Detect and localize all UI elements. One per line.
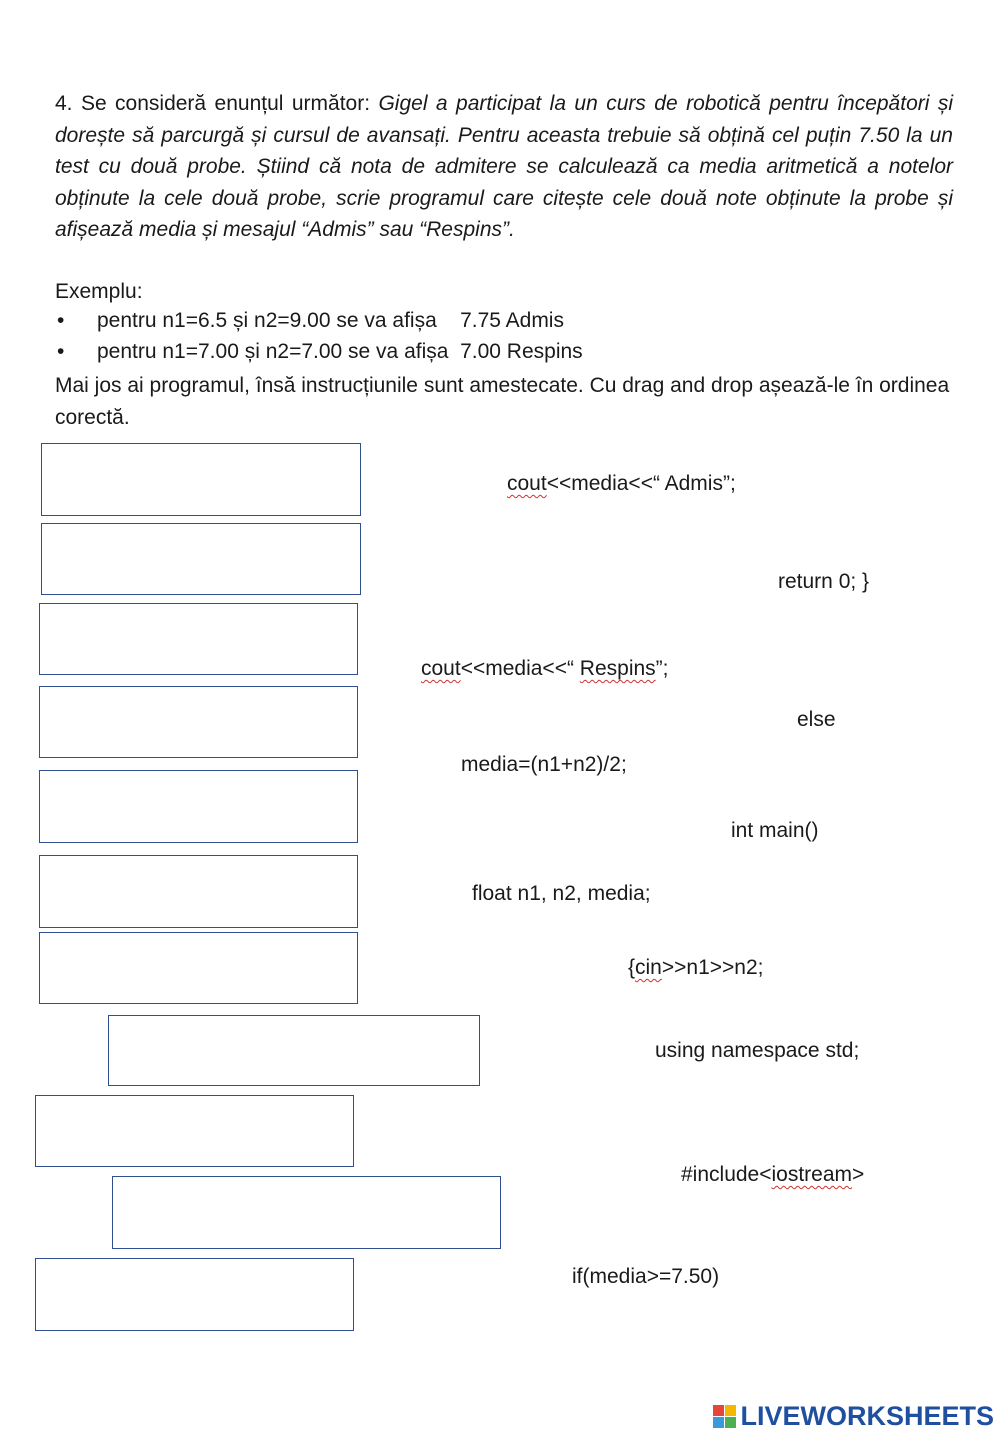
example-list [55,309,583,371]
drop-box-4[interactable] [39,686,358,758]
token-part: cout [507,472,547,495]
token-part: if(media>=7.50) [572,1265,720,1288]
drop-box-2[interactable] [41,523,361,595]
token-part: using namespace std; [655,1039,860,1062]
token-cout-admis[interactable] [507,472,736,496]
drop-box-5[interactable] [39,770,358,843]
bullet-icon: • [57,340,65,363]
problem-statement [55,88,953,246]
example-item [55,340,583,371]
token-return[interactable] [778,570,869,594]
token-part: else [797,708,836,731]
example-text: pentru n1=6.5 și n2=9.00 se va afișa 7.75 Admis [97,309,564,332]
token-part: ”; [655,657,669,680]
statement-intro: 4. Se consideră enunțul următor: [55,92,379,115]
drop-box-10[interactable] [112,1176,501,1249]
token-part: { [628,956,636,979]
statement-story: Gigel a participat la un curs de robotică pentru începători și dorește să parcurgă și cursul de avansați. Pentru aceasta trebuie să obțină cel puțin 7.50 la un test cu două probe. Știind că nota de admitere se calculează ca media aritmetică a notelor obținute la cele două probe, scrie programul care citește cele două note obținute la probe și afișează media și mesajul “Admis” sau “Respins”. [55,92,953,242]
token-int-main[interactable] [731,819,819,843]
token-float-decl[interactable] [472,882,651,906]
token-part: #include< [681,1163,772,1186]
token-part: media=(n1+n2)/2; [461,753,627,776]
bullet-icon: • [57,309,65,332]
liveworksheets-logo [713,1401,994,1432]
token-cout-respins[interactable] [421,657,669,681]
token-part: cout [421,657,461,680]
token-else[interactable] [797,708,836,732]
instruction-text: Mai jos ai programul, însă instrucțiunile sunt amestecate. Cu drag and drop așează-le în ordinea corectă. [55,374,950,429]
token-part: >>n1>>n2; [661,956,764,979]
token-part: float n1, n2, media; [472,882,651,905]
token-part: <<media<<“ [460,657,580,680]
drop-box-1[interactable] [41,443,361,516]
drop-box-7[interactable] [39,932,358,1004]
token-part: int main() [731,819,819,842]
token-if[interactable] [572,1265,719,1289]
drop-box-8[interactable] [108,1015,480,1086]
example-item [55,309,583,340]
drop-box-11[interactable] [35,1258,354,1331]
logo-square [725,1417,736,1428]
token-part: > [852,1163,865,1186]
token-part: <<media<<“ Admis”; [546,472,736,495]
logo-square [725,1405,736,1416]
token-cin[interactable] [628,956,763,980]
example-text: pentru n1=7.00 și n2=7.00 se va afișa 7.00 Respins [97,340,583,363]
example-label: Exemplu: [55,280,143,303]
token-part: return 0; } [778,570,870,593]
token-part: iostream [771,1163,853,1186]
drop-box-6[interactable] [39,855,358,928]
logo-square [713,1405,724,1416]
logo-grid-icon [713,1405,736,1428]
brand-name: LIVEWORKSHEETS [740,1401,994,1431]
logo-square [713,1417,724,1428]
token-include[interactable] [681,1163,864,1187]
drop-box-9[interactable] [35,1095,354,1167]
token-part: Respins [579,657,656,680]
token-using-namespace[interactable] [655,1039,859,1063]
token-media-calc[interactable] [461,753,627,777]
drop-box-3[interactable] [39,603,358,675]
token-part: cin [635,956,662,979]
